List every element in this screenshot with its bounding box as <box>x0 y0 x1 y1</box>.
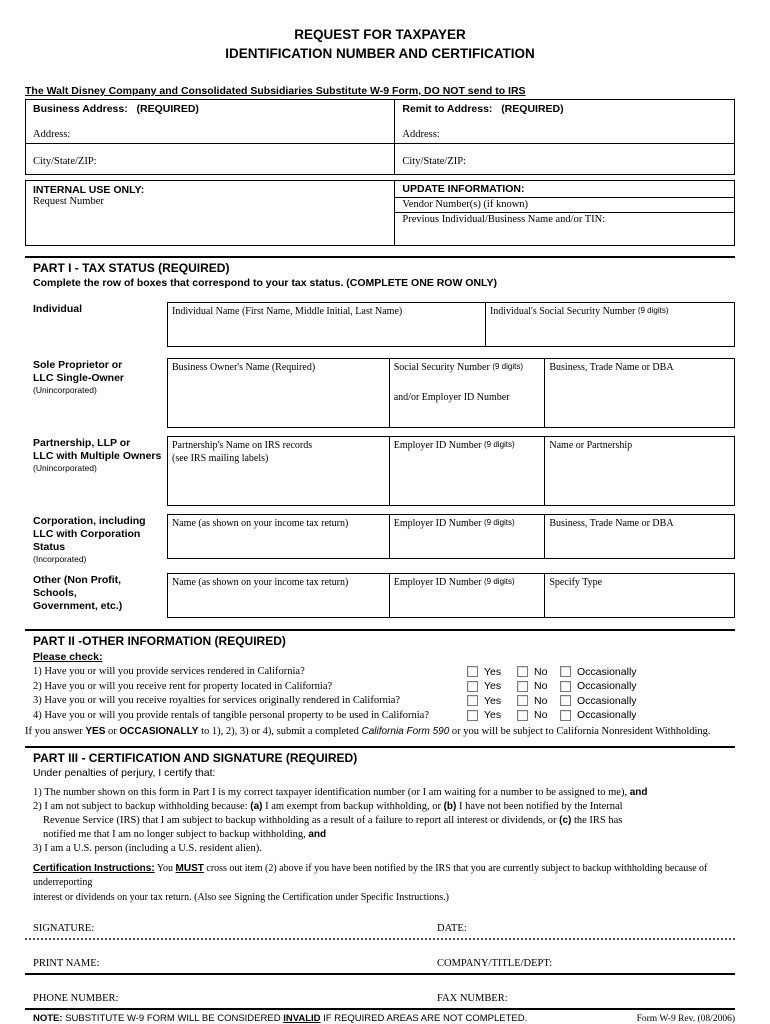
invalid-emphasis: INVALID <box>283 1013 321 1024</box>
corporation-ein-field[interactable] <box>389 515 545 558</box>
question-3-yes-option <box>467 695 517 707</box>
yes-label: Yes <box>484 694 502 707</box>
question-3-no-checkbox[interactable] <box>517 695 528 706</box>
other-ein-digits-note: (9 digits) <box>484 577 515 587</box>
question-1-no-checkbox[interactable] <box>517 666 528 677</box>
question-4-no-checkbox[interactable] <box>517 710 528 721</box>
footer-text: or <box>105 726 120 738</box>
cert-text: cross out item (2) above if you have been notified by the IRS that you are currently subject to backup withholding because of underreporting <box>33 862 708 889</box>
footer-text: If you answer <box>25 726 86 738</box>
item2-and-emphasis: and <box>308 829 327 841</box>
partnership-name2-field[interactable] <box>544 437 734 505</box>
remit-city-label: City/State/ZIP: <box>402 155 466 167</box>
yes-label: Yes <box>484 665 502 678</box>
certification-instructions-line2: interest or dividends on your tax return. (Also see Signing the Certification under Specific Instructions.) <box>33 891 450 903</box>
tax-row-corporation <box>25 514 735 565</box>
other-label-line2: Government, etc.) <box>33 600 123 613</box>
tax-row-corporation-box <box>167 514 735 559</box>
item2-text: the IRS has <box>571 815 623 827</box>
remit-city-cell[interactable] <box>395 143 735 174</box>
internal-use-table <box>25 180 735 246</box>
date-label: DATE: <box>437 923 467 935</box>
certification-item-2-line2 <box>25 814 735 828</box>
item2-c-emphasis: (c) <box>559 815 572 827</box>
occasionally-label: Occasionally <box>577 709 637 722</box>
tax-row-other-box <box>167 573 735 618</box>
part1-heading: PART I - TAX STATUS (REQUIRED) <box>33 260 230 275</box>
certification-instructions <box>25 862 735 906</box>
corporation-dba-field[interactable] <box>544 515 734 558</box>
question-1-options <box>467 666 735 678</box>
business-city-cell[interactable] <box>26 143 395 174</box>
form-subtitle: The Walt Disney Company and Consolidated Subsidiaries Substitute W-9 Form, DO NOT send to IRS <box>25 84 526 97</box>
question-2-occasionally-checkbox[interactable] <box>560 681 571 692</box>
question-2-no-checkbox[interactable] <box>517 681 528 692</box>
tax-row-sole-proprietor-box <box>167 358 735 428</box>
corporation-ein-label: Employer ID Number <box>393 517 482 529</box>
partnership-ein-label: Employer ID Number <box>393 439 482 451</box>
individual-ssn-label: Individual's Social Security Number <box>489 305 636 317</box>
question-4-text: 4) Have you or will you provide rentals of tangible personal property to be used in California? <box>33 709 429 721</box>
note-text: SUBSTITUTE W-9 FORM WILL BE CONSIDERED <box>62 1013 284 1024</box>
partnership-name-field[interactable] <box>168 437 389 505</box>
item1-text: 1) The number shown on this form in Part I is my correct taxpayer identification number (or I am waiting for a number to be assigned to me), <box>33 787 630 799</box>
other-ein-field[interactable] <box>389 574 545 617</box>
question-3-yes-checkbox[interactable] <box>467 695 478 706</box>
tax-row-individual-label <box>25 302 167 316</box>
partnership-name2-label: Name or Partnership <box>549 439 633 451</box>
yes-label: Yes <box>484 680 502 693</box>
question-1-occasionally-checkbox[interactable] <box>560 666 571 677</box>
corporation-subnote: (Incorporated) <box>33 554 87 565</box>
remit-address-header <box>402 103 727 115</box>
yes-emphasis: YES <box>85 726 106 738</box>
other-ein-label: Employer ID Number <box>393 577 482 589</box>
company-title-dept-label: COMPANY/TITLE/DEPT: <box>437 958 553 970</box>
part1-instruction: Complete the row of boxes that correspond to your tax status. (COMPLETE ONE ROW ONLY) <box>33 276 497 289</box>
question-row-1 <box>25 666 735 678</box>
must-emphasis: MUST <box>175 862 204 874</box>
sole-proprietor-subnote: (Unincorporated) <box>33 385 97 396</box>
business-address-required: (REQUIRED) <box>136 102 199 115</box>
sole-proprietor-ssn-label: Social Security Number <box>393 361 490 373</box>
question-2-no-option <box>517 680 560 692</box>
tax-row-partnership-box <box>167 436 735 506</box>
note-label: NOTE: <box>33 1013 63 1024</box>
tax-row-individual-box <box>167 302 735 347</box>
question-4-occasionally-checkbox[interactable] <box>560 710 571 721</box>
no-label: No <box>534 694 548 707</box>
item2-text: notified me that I am no longer subject to backup withholding, <box>43 829 309 841</box>
update-information-header: UPDATE INFORMATION: <box>395 181 734 198</box>
corporation-ein-digits-note: (9 digits) <box>484 517 515 527</box>
occasionally-label: Occasionally <box>577 665 637 678</box>
form-content <box>0 26 770 1024</box>
question-1-yes-checkbox[interactable] <box>467 666 478 677</box>
question-4-occasionally-option <box>560 709 735 721</box>
fax-number-label: FAX NUMBER: <box>437 993 508 1005</box>
sole-proprietor-dba-field[interactable] <box>544 359 734 427</box>
tax-row-sole-proprietor <box>25 358 735 428</box>
partnership-label-line1: Partnership, LLP or <box>33 436 131 449</box>
item2-a-emphasis: (a) <box>250 801 263 813</box>
partnership-ein-field[interactable] <box>389 437 545 505</box>
no-label: No <box>534 665 548 678</box>
question-3-occasionally-checkbox[interactable] <box>560 695 571 706</box>
yes-label: Yes <box>484 709 502 722</box>
vendor-number-field[interactable]: Vendor Number(s) (if known) <box>395 198 734 213</box>
remit-address-line-label: Address: <box>402 128 440 140</box>
question-4-yes-option <box>467 709 517 721</box>
sole-proprietor-dba-label: Business, Trade Name or DBA <box>549 361 674 373</box>
question-2-text: 2) Have you or will you receive rent for property located in California? <box>33 680 333 692</box>
no-label: No <box>534 709 548 722</box>
update-information-cell <box>395 180 735 245</box>
phone-number-label: PHONE NUMBER: <box>33 993 119 1005</box>
question-2-occasionally-option <box>560 680 735 692</box>
question-3-no-option <box>517 695 560 707</box>
partnership-ein-digits-note: (9 digits) <box>484 439 515 449</box>
part2-heading: PART II -OTHER INFORMATION (REQUIRED) <box>33 634 286 649</box>
certification-instructions-label: Certification Instructions: <box>33 862 155 874</box>
question-3-occasionally-option <box>560 695 735 707</box>
question-4-no-option <box>517 709 560 721</box>
part3-intro: Under penalties of perjury, I certify that: <box>33 767 216 780</box>
no-label: No <box>534 680 548 693</box>
cert-text: You <box>154 862 176 874</box>
business-address-label: Business Address: <box>33 102 128 115</box>
internal-use-cell[interactable] <box>26 180 395 245</box>
part3-divider <box>25 746 735 748</box>
remit-address-cell[interactable] <box>395 99 735 143</box>
question-row-2 <box>25 680 735 692</box>
item1-and-emphasis: and <box>629 787 648 799</box>
business-address-cell[interactable] <box>26 99 395 143</box>
part3-heading: PART III - CERTIFICATION AND SIGNATURE (REQUIRED) <box>33 751 358 766</box>
please-check-label: Please check: <box>33 651 103 664</box>
question-row-4 <box>25 709 735 721</box>
part1-divider <box>25 256 735 258</box>
footer-text: or you will be subject to California Nonresident Withholding. <box>449 726 711 738</box>
note-text: IF REQUIRED AREAS ARE NOT COMPLETED. <box>320 1013 528 1024</box>
sole-proprietor-ein-label: and/or Employer ID Number <box>393 391 510 403</box>
item2-text: I am exempt from backup withholding, or <box>262 801 444 813</box>
form-title <box>25 26 735 64</box>
question-1-occasionally-option <box>560 666 735 678</box>
internal-use-header: INTERNAL USE ONLY: <box>33 183 145 196</box>
print-name-row <box>25 940 735 975</box>
form-title-line2: IDENTIFICATION NUMBER AND CERTIFICATION <box>225 45 535 61</box>
tax-row-other <box>25 573 735 618</box>
occasionally-label: Occasionally <box>577 680 637 693</box>
previous-name-field[interactable]: Previous Individual/Business Name and/or TIN: <box>402 213 606 225</box>
occasionally-label: Occasionally <box>577 694 637 707</box>
request-number-label: Request Number <box>33 195 104 207</box>
partnership-label-line2: LLC with Multiple Owners <box>33 449 162 462</box>
question-3-options <box>467 695 735 707</box>
remit-address-required: (REQUIRED) <box>501 102 564 115</box>
california-form-590-reference: California Form 590 <box>361 726 450 738</box>
certification-item-2-line3 <box>25 828 735 842</box>
question-3-text: 3) Have you or will you receive royalties for services originally rendered in California? <box>33 695 401 707</box>
tax-row-sole-proprietor-label <box>25 358 167 396</box>
sole-proprietor-label-line1: Sole Proprietor or <box>33 358 123 371</box>
owner-name-label: Business Owner's Name (Required) <box>172 361 316 373</box>
certification-instructions-line1 <box>33 862 735 891</box>
tax-row-partnership <box>25 436 735 506</box>
corporation-name-field[interactable] <box>168 515 389 558</box>
partnership-name-note: (see IRS mailing labels) <box>172 452 269 464</box>
certification-item-2-line1 <box>25 800 735 814</box>
occasionally-emphasis: OCCASIONALLY <box>119 726 199 738</box>
owner-name-field[interactable] <box>168 359 389 427</box>
corporation-dba-label: Business, Trade Name or DBA <box>549 517 674 529</box>
tax-row-individual-label-line1: Individual <box>33 302 83 315</box>
corporation-label-line1: Corporation, including <box>33 514 146 527</box>
part2-footer-note <box>25 726 735 737</box>
question-1-text: 1) Have you or will you provide services rendered in California? <box>33 666 305 678</box>
partnership-subnote: (Unincorporated) <box>33 463 97 474</box>
tax-row-individual <box>25 302 735 347</box>
form-revision: Form W-9 Rev. (08/2006) <box>636 1014 735 1024</box>
tax-row-corporation-label <box>25 514 167 565</box>
question-2-yes-checkbox[interactable] <box>467 681 478 692</box>
sole-proprietor-ssn-digits-note: (9 digits) <box>492 361 524 371</box>
other-label-line1: Other (Non Profit, Schools, <box>33 574 122 600</box>
item2-b-emphasis: (b) <box>443 801 457 813</box>
individual-ssn-digits-note: (9 digits) <box>637 305 669 315</box>
item2-text: 2) I am not subject to backup withholding because: <box>33 801 251 813</box>
form-title-line1: REQUEST FOR TAXPAYER <box>294 27 466 42</box>
certification-item-1 <box>25 786 735 800</box>
print-name-label: PRINT NAME: <box>33 958 100 970</box>
certification-item-3: 3) I am a U.S. person (including a U.S. resident alien). <box>33 843 262 855</box>
tax-row-partnership-label <box>25 436 167 474</box>
individual-ssn-field[interactable] <box>485 303 734 346</box>
footer-text: to 1), 2), 3) or 4), submit a completed <box>198 726 362 738</box>
business-address-header <box>33 103 387 115</box>
other-name-field[interactable] <box>168 574 389 617</box>
other-name-label: Name (as shown on your income tax return) <box>172 577 349 589</box>
tax-row-other-label <box>25 573 167 613</box>
invalid-note <box>33 1013 527 1024</box>
partnership-name-label: Partnership's Name on IRS records <box>172 439 313 451</box>
question-4-options <box>467 709 735 721</box>
sole-proprietor-label-line2: LLC Single-Owner <box>33 371 125 384</box>
individual-name-label: Individual Name (First Name, Middle Initial, Last Name) <box>172 305 403 317</box>
sole-proprietor-ssn-field[interactable] <box>389 359 545 427</box>
remit-address-label: Remit to Address: <box>402 102 493 115</box>
signature-row <box>25 905 735 940</box>
question-4-yes-checkbox[interactable] <box>467 710 478 721</box>
item2-text: Revenue Service (IRS) that I am subject to backup withholding as a result of a failure to report all interest or dividends, or <box>43 815 560 827</box>
question-1-yes-option <box>467 666 517 678</box>
other-specify-label: Specify Type <box>549 577 603 589</box>
address-table <box>25 99 735 175</box>
question-1-no-option <box>517 666 560 678</box>
question-row-3 <box>25 695 735 707</box>
question-2-yes-option <box>467 680 517 692</box>
individual-name-field[interactable] <box>168 303 485 346</box>
business-address-line-label: Address: <box>33 128 71 140</box>
corporation-label-line2: LLC with Corporation Status <box>33 527 141 554</box>
business-city-label: City/State/ZIP: <box>33 155 97 167</box>
question-2-options <box>467 680 735 692</box>
part2-divider <box>25 629 735 631</box>
corporation-name-label: Name (as shown on your income tax return) <box>172 517 349 529</box>
item2-text: I have not been notified by the Internal <box>456 801 623 813</box>
footer-note-row <box>25 1013 735 1024</box>
other-specify-field[interactable] <box>544 574 734 617</box>
phone-row <box>25 975 735 1010</box>
signature-label: SIGNATURE: <box>33 923 95 935</box>
